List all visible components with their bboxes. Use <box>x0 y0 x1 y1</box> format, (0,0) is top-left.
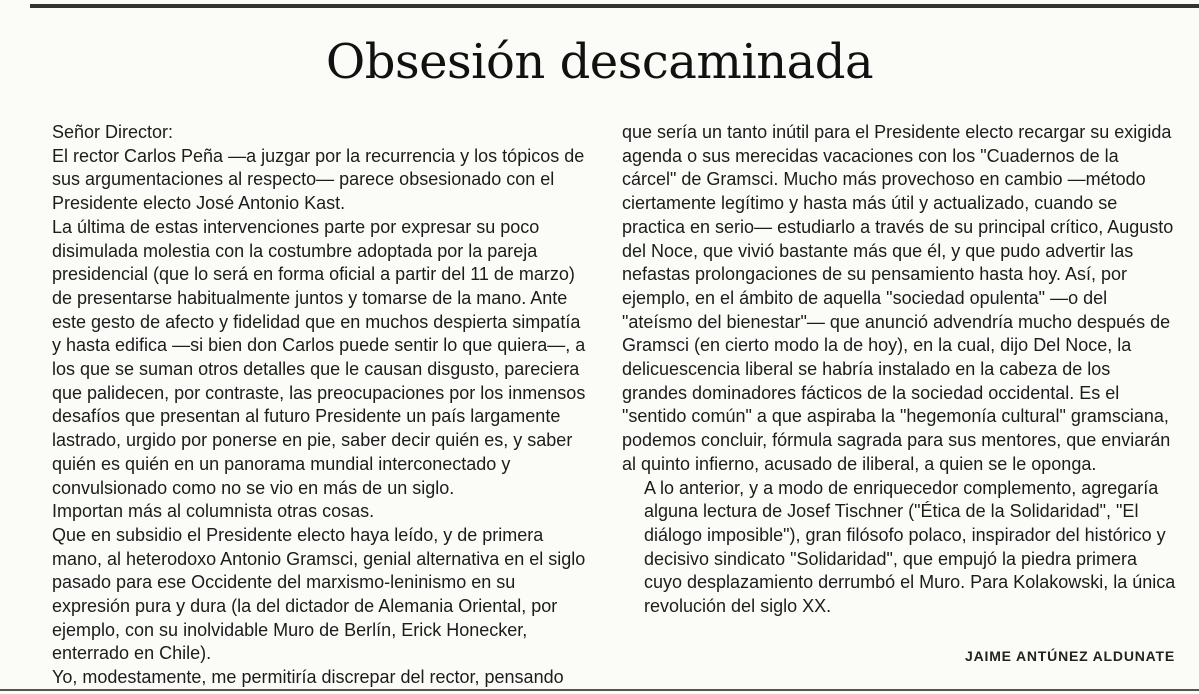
paragraph: El rector Carlos Peña —a juzgar por la recurrencia y los tópicos de sus argumentaciones al respecto— parece obsesionado con el Presidente electo José Antonio Kast. <box>52 145 585 214</box>
left-column <box>30 121 588 690</box>
salutation: Señor Director: <box>52 122 174 142</box>
paragraph: Yo, modestamente, me permitiría discrepar del rector, pensando <box>52 667 564 688</box>
top-rule <box>30 4 1199 8</box>
bottom-rule <box>0 689 1199 691</box>
author-signature: JAIME ANTÚNEZ ALDUNATE <box>965 648 1175 664</box>
paragraph: Importan más al columnista otras cosas. <box>52 501 375 522</box>
article-title: Obsesión descaminada <box>325 34 874 90</box>
paragraph: Que en subsidio el Presidente electo haya leído, y de primera mano, al heterodoxo Antonio Gramsci, genial alternativa en el siglo pasado para ese Occidente del marxismo-leninismo en su expresión pura y dura (la del dictador de Alemania Oriental, por ejemplo, con su inolvidable Muro de Berlín, Erick Honecker, enterrado en Chile). <box>52 524 586 664</box>
paragraph: La última de estas intervenciones parte por expresar su poco disimulada molestia con la costumbre adoptada por la pareja presidencial (que lo será en forma oficial a partir del 11 de marzo) de presentarse habitualmente juntos y tomarse de la mano. Ante este gesto de afecto y fidelidad que en muchos despierta simpatía y hasta edifica —si bien don Carlos puede sentir lo que quiera—, a los que se suman otros detalles que le causan disgusto, pareciera que palidecen, por contraste, las preocupaciones por los inmensos desafíos que presentan al futuro Presidente un país largamente lastrado, urgido por ponerse en pie, saber decir quién es, y saber quién es quién en un panorama mundial interconectado y convulsionado como no se vio en más de un siglo. <box>52 216 586 498</box>
right-column <box>622 121 1178 619</box>
paragraph: A lo anterior, y a modo de enriquecedor complemento, agregaría alguna lectura de Josef Tischner ("Ética de la Solidaridad", "El diálogo imposible"), gran filósofo polaco, inspirador del histórico y decisivo sindicato "Solidaridad", que empujó la piedra primera cuyo desplazamiento derrumbó el Muro. Para Kolakowski, la única revolución del siglo XX. <box>644 477 1176 617</box>
paragraph-continuation: que sería un tanto inútil para el Presidente electo recargar su exigida agenda o sus merecidas vacaciones con los "Cuadernos de la cárcel" de Gramsci. Mucho más provechoso en cambio —método ciertamente legítimo y hasta más útil y actualizado, cuando se practica en serio— estudiarlo a través de su principal crítico, Augusto del Noce, que vivió bastante más que él, y que pudo advertir las nefastas prolongaciones de su pensamiento hasta hoy. Así, por ejemplo, en el ámbito de aquella "sociedad opulenta" —o del "ateísmo del bienestar"— que anunció advendría mucho después de Gramsci (en cierto modo la de hoy), en la cual, dijo Del Noce, la delicuescencia liberal se habría instalado en la cabeza de los grandes dominadores fácticos de la sociedad occidental. Es el "sentido común" a que aspiraba la "hegemonía cultural" gramsciana, podemos concluir, fórmula sagrada para sus mentores, que enviarán al quinto infierno, acusado de iliberal, a quien se le oponga. <box>622 122 1174 474</box>
